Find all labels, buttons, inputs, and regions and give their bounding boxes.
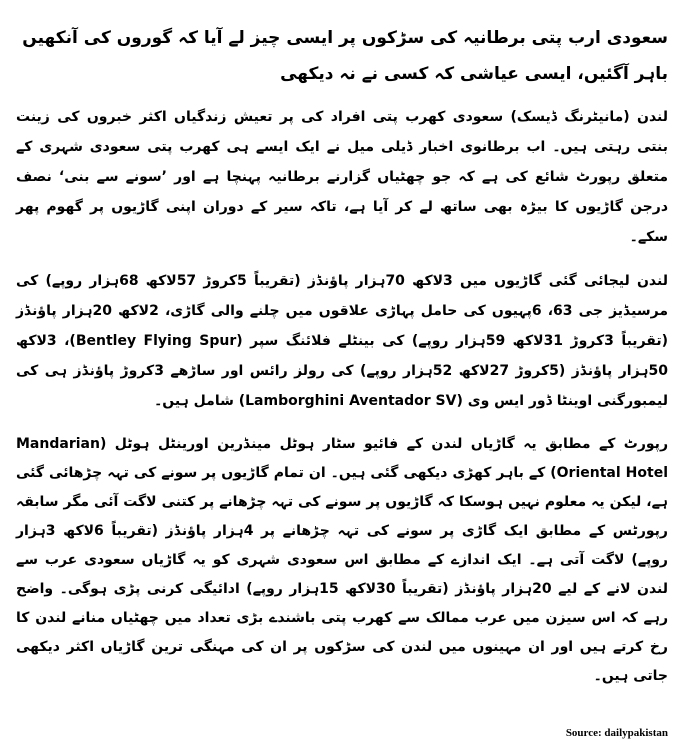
article-paragraph-intro: لندن (مانیٹرنگ ڈیسک) سعودی کھرب پتی افراد کی پر تعیش زندگیاں اکثر خبروں کی زینت بنتی رہتی ہیں۔ اب برطانوی اخبار ڈیلی میل نے ایک ایسے ہی کھرب پتی سعودی شہری کے متعلق رپورٹ شائع کی ہے کہ جو چھٹیاں گزارنے برطانیہ پہنچا ہے اور ’سونے سے بنی‘ نصف درجن گاڑیوں کا بیڑہ بھی ساتھ لے کر آیا ہے، تاکہ سیر کے دوران اپنی گاڑیوں پر گھوم پھر سکے۔ — [16, 109, 668, 245]
article-paragraph-report: رپورٹ کے مطابق یہ گاڑیاں لندن کے فائیو سٹار ہوٹل مینڈرین اورینٹل ہوٹل (Mandarian Oriental Hotel) کے باہر کھڑی دیکھی گئی ہیں۔ ان تمام گاڑیوں پر سونے کی تہہ چڑھائی گئی ہے، لیکن یہ معلوم نہیں ہوسکا کہ گاڑیوں پر سونے کی تہہ چڑھانے پر کتنی لاگت آئی مگر سابقہ رپورٹس کے مطابق ایک گاڑی پر سونے کی تہہ چڑھانے پر 4ہزار پاﺅنڈز (تقریباً 6لاکھ 3ہزار روپے) لاگت آتی ہے۔ ایک اندازے کے مطابق اس سعودی شہری کو یہ گاڑیاں سعودی عرب سے لندن لانے کے لیے 20ہزار پاﺅنڈز (تقریباً 30لاکھ 15ہزار روپے) ادائیگی کرنی پڑی ہوگی۔ واضح رہے کہ اس سیزن میں عرب ممالک سے کھرب پتی باشندے بڑی تعداد میں چھٹیاں منانے لندن کا رخ کرتے ہیں اور ان مہینوں میں لندن کی سڑکوں پر ان کی مہنگی ترین گاڑیاں اکثر دیکھی جاتی ہیں۔ — [16, 436, 668, 684]
article-source: Source: dailypakistan — [565, 727, 668, 739]
article-headline: سعودی ارب پتی برطانیہ کی سڑکوں پر ایسی چیز لے آیا کہ گوروں کی آنکھیں باہر آگئیں، ایسی عیاشی کہ کسی نے نہ دیکھی — [22, 28, 668, 84]
article-paragraph-vehicles: لندن لیجائی گئی گاڑیوں میں 3لاکھ 70ہزار پاﺅنڈز (تقریباً 5کروڑ 57لاکھ 68ہزار روپے) کی مرسیڈیز جی 63، 6پہیوں کی حامل پہاڑی علاقوں میں چلنے والی گاڑی، 2لاکھ 20ہزار پاﺅنڈز (تقریباً 3کروڑ 31لاکھ 59ہزار روپے) کی بینٹلے فلائنگ سپر (Bentley Flying Spur)، 3لاکھ 50ہزار پاﺅنڈز (5کروڑ 27لاکھ 52ہزار روپے) کی رولز رائس اور ساڑھے 3کروڑ پاﺅنڈز ہی کی لیمبورگنی اوینٹا ڈور ایس وی (Lamborghini Aventador SV) شامل ہیں۔ — [16, 273, 669, 409]
